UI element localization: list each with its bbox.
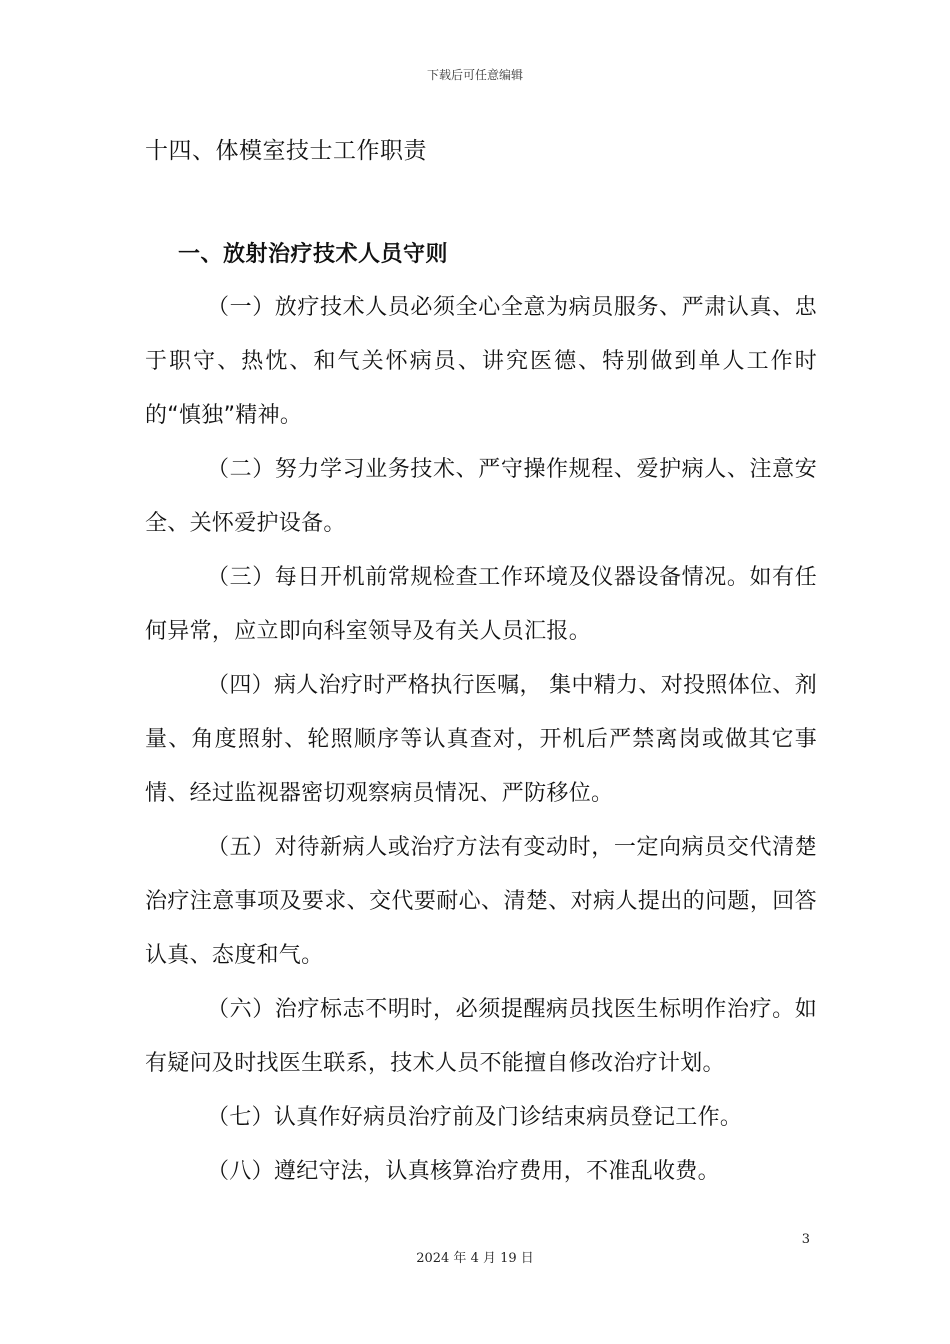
paragraph: （六）治疗标志不明时，必须提醒病员找医生标明作治疗。如有疑问及时找医生联系，技术人员不能擅自修改治疗计划。 [145, 997, 817, 1076]
page-header-note: 下载后可任意编辑 [426, 68, 523, 82]
paragraph: （七）认真作好病员治疗前及门诊结束病员登记工作。 [207, 1105, 743, 1130]
body-text [145, 281, 817, 1199]
paragraph: （五）对待新病人或治疗方法有变动时，一定向病员交代清楚治疗注意事项及要求、交代要耐心、清楚、对病人提出的问题，回答认真、态度和气。 [145, 835, 817, 968]
paragraph: （八）遵纪守法，认真核算治疗费用，不准乱收费。 [207, 1159, 720, 1184]
page-number: 3 [801, 1232, 810, 1247]
paragraph: （二）努力学习业务技术、严守操作规程、爱护病人、注意安全、关怀爱护设备。 [145, 457, 817, 536]
section-heading: 一、放射治疗技术人员守则 [178, 242, 449, 267]
paragraph: （一）放疗技术人员必须全心全意为病员服务、严肃认真、忠于职守、热忱、和气关怀病员、讲究医德、特别做到单人工作时的“慎独”精神。 [145, 295, 817, 428]
paragraph: （四）病人治疗时严格执行医嘱， 集中精力、对投照体位、剂量、角度照射、轮照顺序等认真查对，开机后严禁离岗或做其它事情、经过监视器密切观察病员情况、严防移位。 [145, 673, 817, 806]
paragraph: （三）每日开机前常规检查工作环境及仪器设备情况。如有任何异常，应立即向科室领导及有关人员汇报。 [145, 565, 817, 644]
page-date: 2024 年 4 月 19 日 [416, 1251, 534, 1266]
toc-line: 十四、体模室技士工作职责 [145, 138, 427, 164]
